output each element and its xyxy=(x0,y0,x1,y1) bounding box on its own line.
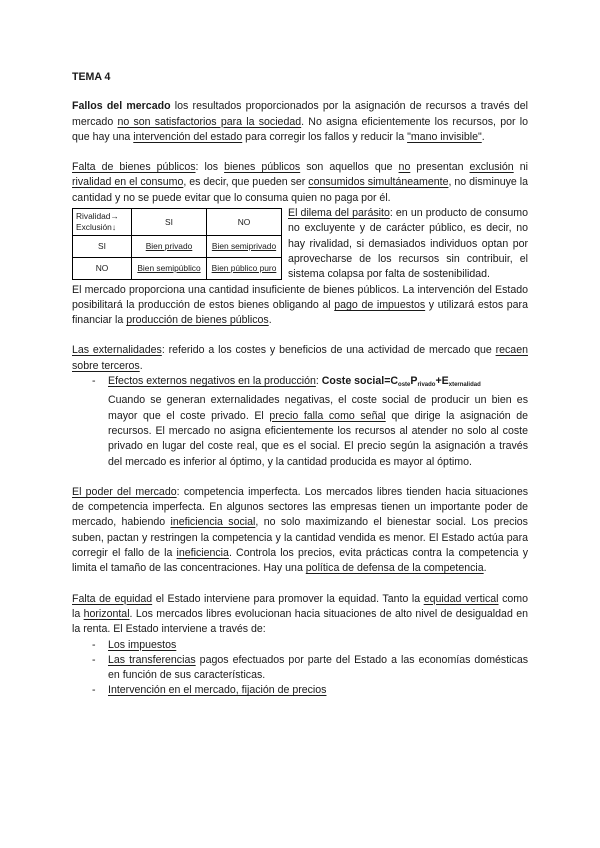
poder-mercado-paragraph: El poder del mercado: competencia imperfecta. Los mercados libres tienden hacia situaciones de competencia imperfecta. En algunos sectores las empresas tienen un importante poder de mercado, habiendo ineficiencia social, no solo maximizando el bienestar social. Los precios suben, pactan y restringen la competencia y la cantidad vendida es menor. El Estado actúa para corregir el fallo de la ineficiencia. Controla los precios, evita prácticas contra la competencia y limita el tamaño de las concentraciones. Hay una política de defensa de la competencia. xyxy=(72,485,529,575)
mercado-paragraph: El mercado proporciona una cantidad insuficiente de bienes públicos. La intervención del Estado posibilitará la producción de estos bienes obligando al pago de impuestos y utilizará estos para financiar la producción de bienes públicos. xyxy=(72,283,528,327)
intro-paragraph: Fallos del mercado los resultados proporcionados por la asignación de recursos a través del mercado no son satisfactorios para la sociedad. No asigna eficientemente los recursos, por lo que hay una intervención del estado para corregir los fallos y reducir la "mano invisible". xyxy=(72,100,528,143)
poder-heading: El poder del mercado xyxy=(72,485,177,498)
table-header-cell: NO xyxy=(207,209,282,236)
bienes-heading: Falta de bienes públicos xyxy=(72,161,196,174)
table-row xyxy=(73,236,282,258)
document-title: TEMA 4 xyxy=(72,71,111,83)
dilema-heading: El dilema del parásito xyxy=(288,207,390,220)
externalidades-list xyxy=(72,374,528,470)
table-cell: Bien semiprivado xyxy=(207,236,282,258)
equidad-heading: Falta de equidad xyxy=(72,592,153,605)
table-cell: SI xyxy=(73,236,132,258)
equidad-list xyxy=(72,638,528,699)
table-cell: Bien privado xyxy=(132,236,207,258)
document-page xyxy=(72,70,528,699)
goods-classification-table xyxy=(72,208,282,280)
table-header-cell: SI xyxy=(132,209,207,236)
table-cell: Bien semipúblico xyxy=(132,258,207,280)
coste-social-formula: Coste $social=C_{oste}P_{rivado}+E_{xternalidad}$ xyxy=(321,375,481,389)
table-cell: Bien público puro xyxy=(207,258,282,280)
list-item: - Los impuestos xyxy=(92,638,528,653)
externalidades-heading: Las externalidades xyxy=(72,344,162,357)
list-item: - Las transferencias pagos efectuados por parte del Estado a las economías domésticas en función de sus características. xyxy=(92,653,528,684)
list-item: - Efectos externos negativos en la producción: Coste $social=C_{oste}P_{rivado}+E_{xternalidad}$ Cuando se generan externalidades negativas, el coste social de producir un bien es mayor que el coste privado. El precio falla como señal que dirige la asignación de recursos. El mercado no asigna eficientemente los recursos al atender no solo al coste privado en lugar del coste real, que es el social. El precio según la asignación a través del mercado es inferior al óptimo, y la cantidad producida es mayor al óptimo. xyxy=(92,374,528,470)
table-cell: NO xyxy=(73,258,132,280)
table-row xyxy=(73,209,282,236)
dilema-paragraph: El dilema del parásito: en un producto de consumo no excluyente y de carácter público, es decir, no hay rivalidad, si demasiados individuos optan por aprovecharse de los recursos sin contribuir, el sistema colapsa por falta de sostenibilidad. xyxy=(288,207,528,281)
externalidades-paragraph: Las externalidades: referido a los costes y beneficios de una actividad de mercado que recaen sobre terceros. xyxy=(72,344,528,372)
intro-term: Fallos del mercado xyxy=(72,100,171,113)
table-header-cell: Rivalidad→ Exclusión↓ xyxy=(73,209,132,236)
table-row xyxy=(73,258,282,280)
equidad-paragraph: Falta de equidad el Estado interviene para promover la equidad. Tanto la equidad vertical como la horizontal. Los mercados libres evolucionan hacia situaciones de alto nivel de desigualdad en la renta. El Estado interviene a través de: xyxy=(72,592,528,636)
list-item: - Intervención en el mercado, fijación de precios xyxy=(92,683,528,698)
bienes-publicos-paragraph: Falta de bienes públicos: los bienes públicos son aquellos que no presentan exclusión ni rivalidad en el consumo, es decir, que pueden ser consumidos simultáneamente, no disminuye la cantidad y no se puede evitar que lo consuma quien no paga por él. xyxy=(72,161,529,204)
